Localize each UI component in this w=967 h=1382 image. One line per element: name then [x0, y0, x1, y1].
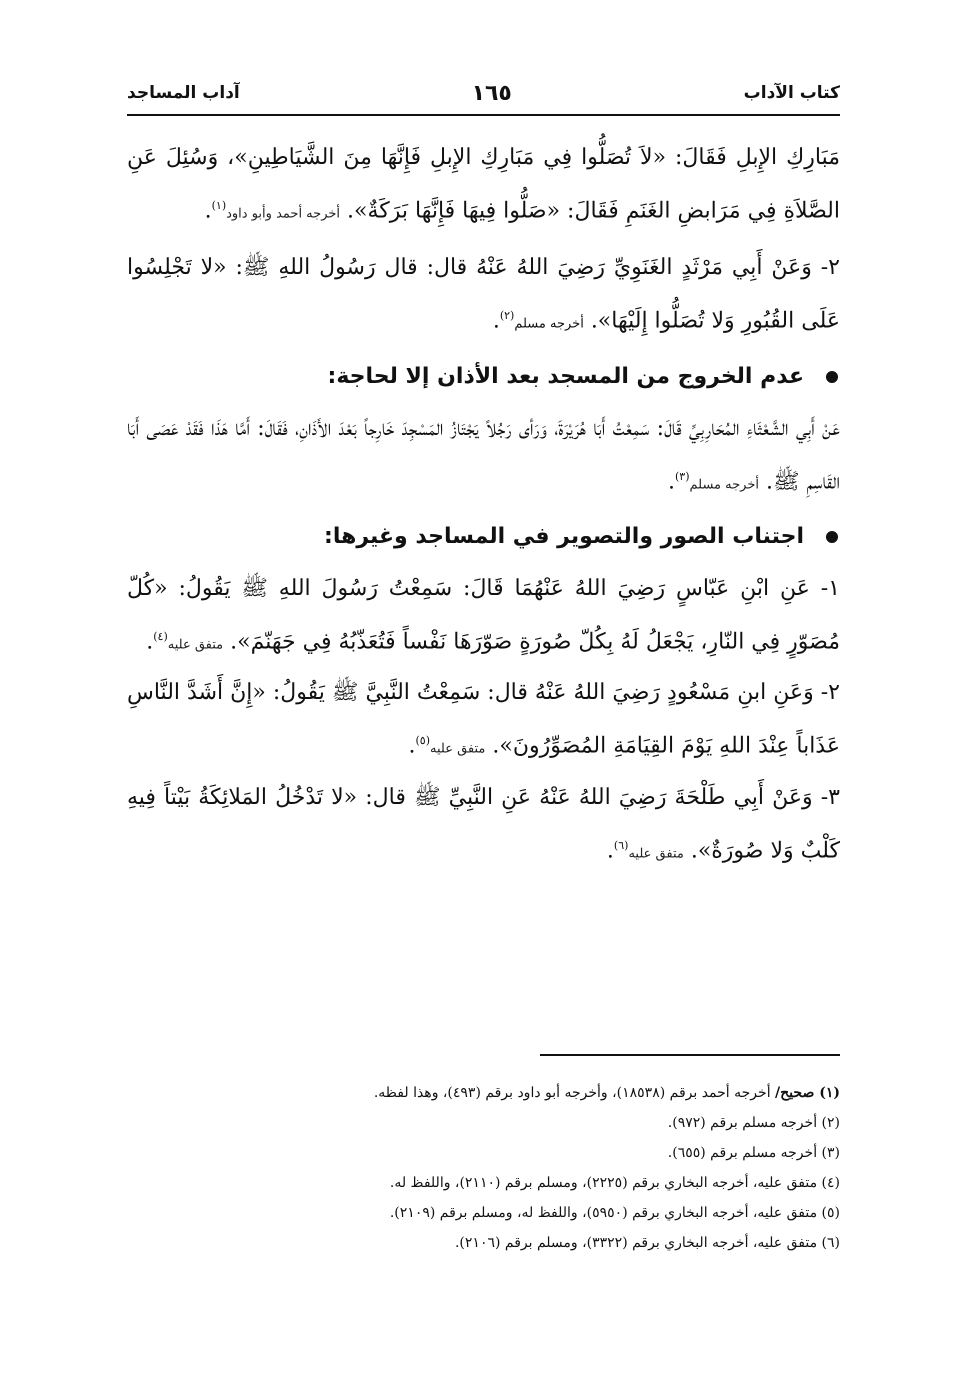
- bullet-icon: [826, 371, 838, 383]
- paragraph-3: عَنْ أَبِي الشَّعْثَاءِ المُحَارِبِيِّ قَالَ: سَمِعْتُ أَبَا هُرَيْرَةَ، وَرَأى رَجُلاً يَجْتَازُ المَسْجِدَ خَارِجاً بَعْدَ الأَذَانِ، فَقَالَ: أَمَّا هَذَا فَقَدْ عَصَى أَبَا القَاسِمِ ﷺ. أخرجه مسلم$^{(٣)}$.: [127, 415, 840, 494]
- footnote-1: [127, 1078, 840, 1108]
- footnote-ref: (٣): [674, 469, 690, 483]
- paragraph-1: مَبَارِكِ الإِبلِ فَقَالَ: «لاَ تُصَلُّوا فِي مَبَارِكِ الإِبلِ فَإِنَّهَا مِنَ الشَّيَاطِينِ»، وَسُئِلَ عَنِ الصَّلاَةِ فِي مَرَابضِ الغَنَمِ فَقَالَ: «صَلُّوا فِيهَا فَإِنَّهَا بَرَكَةٌ». أخرجه أحمد وأبو داود$^{(١)}$.: [127, 145, 840, 224]
- paragraph-1-line-2: عَنِ الصَّلاَةِ فِي مَرَابضِ الغَنَمِ فَقَالَ: «صَلُّوا فِيهَا فَإِنَّهَا بَرَكَةٌ».: [127, 145, 840, 224]
- hadith-item: ٣- وَعَنْ أَبِي طَلْحَةَ رَضِيَ اللهُ عَنْهُ عَنِ النَّبِيِّ ﷺ قال: «لا تَدْخُلُ المَلائِكَةُ بَيْتاً فِيهِ كَلْبٌ وَلا صُورَةٌ». متفق عليه$^{(٦)}$.: [127, 784, 840, 863]
- source-note: أخرجه أحمد وأبو داود: [226, 206, 341, 222]
- source-note: متفق عليه: [628, 845, 684, 861]
- running-header: [127, 78, 840, 108]
- footnote-6: (٦) متفق عليه، أخرجه البخاري برقم (٣٣٢٢)، ومسلم برقم (٢١٠٦).: [454, 1235, 840, 1251]
- source-note: متفق عليه: [167, 637, 224, 653]
- hadith-text: ١- عَنِ ابْنِ عَبّاسٍ رَضِيَ اللهُ عَنْهُمَا قَالَ: سَمِعْتُ رَسُولَ اللهِ ﷺ يَقُولُ: «كُلّ مُصَوّرٍ فِي النّارِ، يَجْعَلُ لَهُ بِكُلّ صُورَةٍ صَوّرَهَا نَفْساً فَتُعَذّبُهُ فِي جَهَنّمَ».: [127, 575, 840, 655]
- footnote-ref: (١): [211, 199, 227, 212]
- footnote-3: (٣) أخرجه مسلم برقم (٦٥٥).: [667, 1145, 840, 1161]
- footnote-ref: (٥): [415, 734, 430, 748]
- hadith-text: ٣- وَعَنْ أَبِي طَلْحَةَ رَضِيَ اللهُ عَنْهُ عَنِ النَّبِيِّ ﷺ قال: «لا تَدْخُلُ المَلائِكَةُ بَيْتاً فِيهِ كَلْبٌ وَلا صُورَةٌ».: [127, 784, 840, 863]
- footnote-ref: (٤): [153, 629, 168, 643]
- book-title: كتاب الآداب: [743, 83, 840, 103]
- source-note: أخرجه مسلم: [689, 476, 759, 492]
- page-number: ١٦٥: [471, 80, 512, 106]
- footnotes: [127, 1078, 840, 1258]
- paragraph-1-line-1: مَبَارِكِ الإِبلِ فَقَالَ: «لاَ تُصَلُّوا فِي مَبَارِكِ الإِبلِ فَإِنَّهَا مِنَ الشَّيَاطِينِ»، وَسُئِلَ: [165, 145, 840, 170]
- hadith-text: عَنْ أَبِي الشَّعْثَاءِ المُحَارِبِيِّ قَالَ: سَمِعْتُ أَبَا هُرَيْرَةَ، وَرَأى رَجُلاً يَجْتَازُ المَسْجِدَ خَارِجاً بَعْدَ الأَذَانِ، فَقَالَ: أَمَّا هَذَا فَقَدْ عَصَى أَبَا القَاسِمِ ﷺ.: [127, 415, 840, 494]
- chapter-title: آداب المساجد: [127, 83, 240, 103]
- hadith-text: ٢- وَعَنِ ابنِ مَسْعُودٍ رَضِيَ اللهُ عَنْهُ قال: سَمِعْتُ النَّبِيَّ ﷺ يَقُولُ: «إِنَّ أَشَدَّ النَّاسِ عَذَاباً عِنْدَ اللهِ يَوْمَ القِيَامَةِ المُصَوِّرُونَ».: [127, 680, 840, 759]
- footnote-2: (٢) أخرجه مسلم برقم (٩٧٢).: [667, 1115, 840, 1131]
- footnote-4: (٤) متفق عليه، أخرجه البخاري برقم (٢٢٢٥)، ومسلم برقم (٢١١٠)، واللفظ له.: [389, 1175, 840, 1191]
- header-divider: [127, 114, 840, 116]
- footnote-1-text: أخرجه أحمد برقم (١٨٥٣٨)، وأخرجه أبو داود برقم (٤٩٣)، وهذا لفظه.: [373, 1085, 771, 1101]
- footnote-5: (٥) متفق عليه، أخرجه البخاري برقم (٥٩٥٠)، واللفظ له، ومسلم برقم (٢١٠٩).: [389, 1205, 840, 1221]
- bullet-icon: [826, 531, 838, 543]
- section-heading: [127, 515, 840, 559]
- source-note: أخرجه مسلم: [514, 316, 584, 332]
- footnote-divider: [540, 1054, 840, 1056]
- section-heading: [127, 355, 840, 399]
- footnote-ref: (٦): [613, 838, 629, 852]
- hadith-text: ٢- وَعَنْ أَبِي مَرْثَدٍ الغَنَوِيِّ رَضِيَ اللهُ عَنْهُ قال: قال رَسُولُ اللهِ ﷺ: «لا تَجْلِسُوا عَلَى القُبُورِ وَلا تُصَلُّوا إِلَيْهَا».: [127, 255, 840, 334]
- footnote-1-label: (١) صحيح/: [775, 1085, 840, 1101]
- source-note: متفق عليه: [430, 741, 486, 757]
- footnote-ref: (٢): [499, 309, 515, 323]
- main-text: [127, 134, 840, 878]
- section-heading-text: اجتناب الصور والتصوير في المساجد وغيرها:: [324, 523, 804, 549]
- hadith-item: ٢- وَعَنْ أَبِي مَرْثَدٍ الغَنَوِيِّ رَضِيَ اللهُ عَنْهُ قال: قال رَسُولُ اللهِ ﷺ: «لا تَجْلِسُوا عَلَى القُبُورِ وَلا تُصَلُّوا إِلَيْهَا». أخرجه مسلم$^{(٢)}$.: [127, 255, 840, 334]
- section-heading-text: عدم الخروج من المسجد بعد الأذان إلا لحاجة:: [327, 363, 804, 389]
- hadith-item: ١- عَنِ ابْنِ عَبّاسٍ رَضِيَ اللهُ عَنْهُمَا قَالَ: سَمِعْتُ رَسُولَ اللهِ ﷺ يَقُولُ: «كُلّ مُصَوّرٍ فِي النّارِ، يَجْعَلُ لَهُ بِكُلّ صُورَةٍ صَوّرَهَا نَفْساً فَتُعَذّبُهُ فِي جَهَنّمَ». متفق عليه$^{(٤)}$.: [127, 575, 840, 655]
- hadith-item: ٢- وَعَنِ ابنِ مَسْعُودٍ رَضِيَ اللهُ عَنْهُ قال: سَمِعْتُ النَّبِيَّ ﷺ يَقُولُ: «إِنَّ أَشَدَّ النَّاسِ عَذَاباً عِنْدَ اللهِ يَوْمَ القِيَامَةِ المُصَوِّرُونَ». متفق عليه$^{(٥)}$.: [127, 680, 840, 759]
